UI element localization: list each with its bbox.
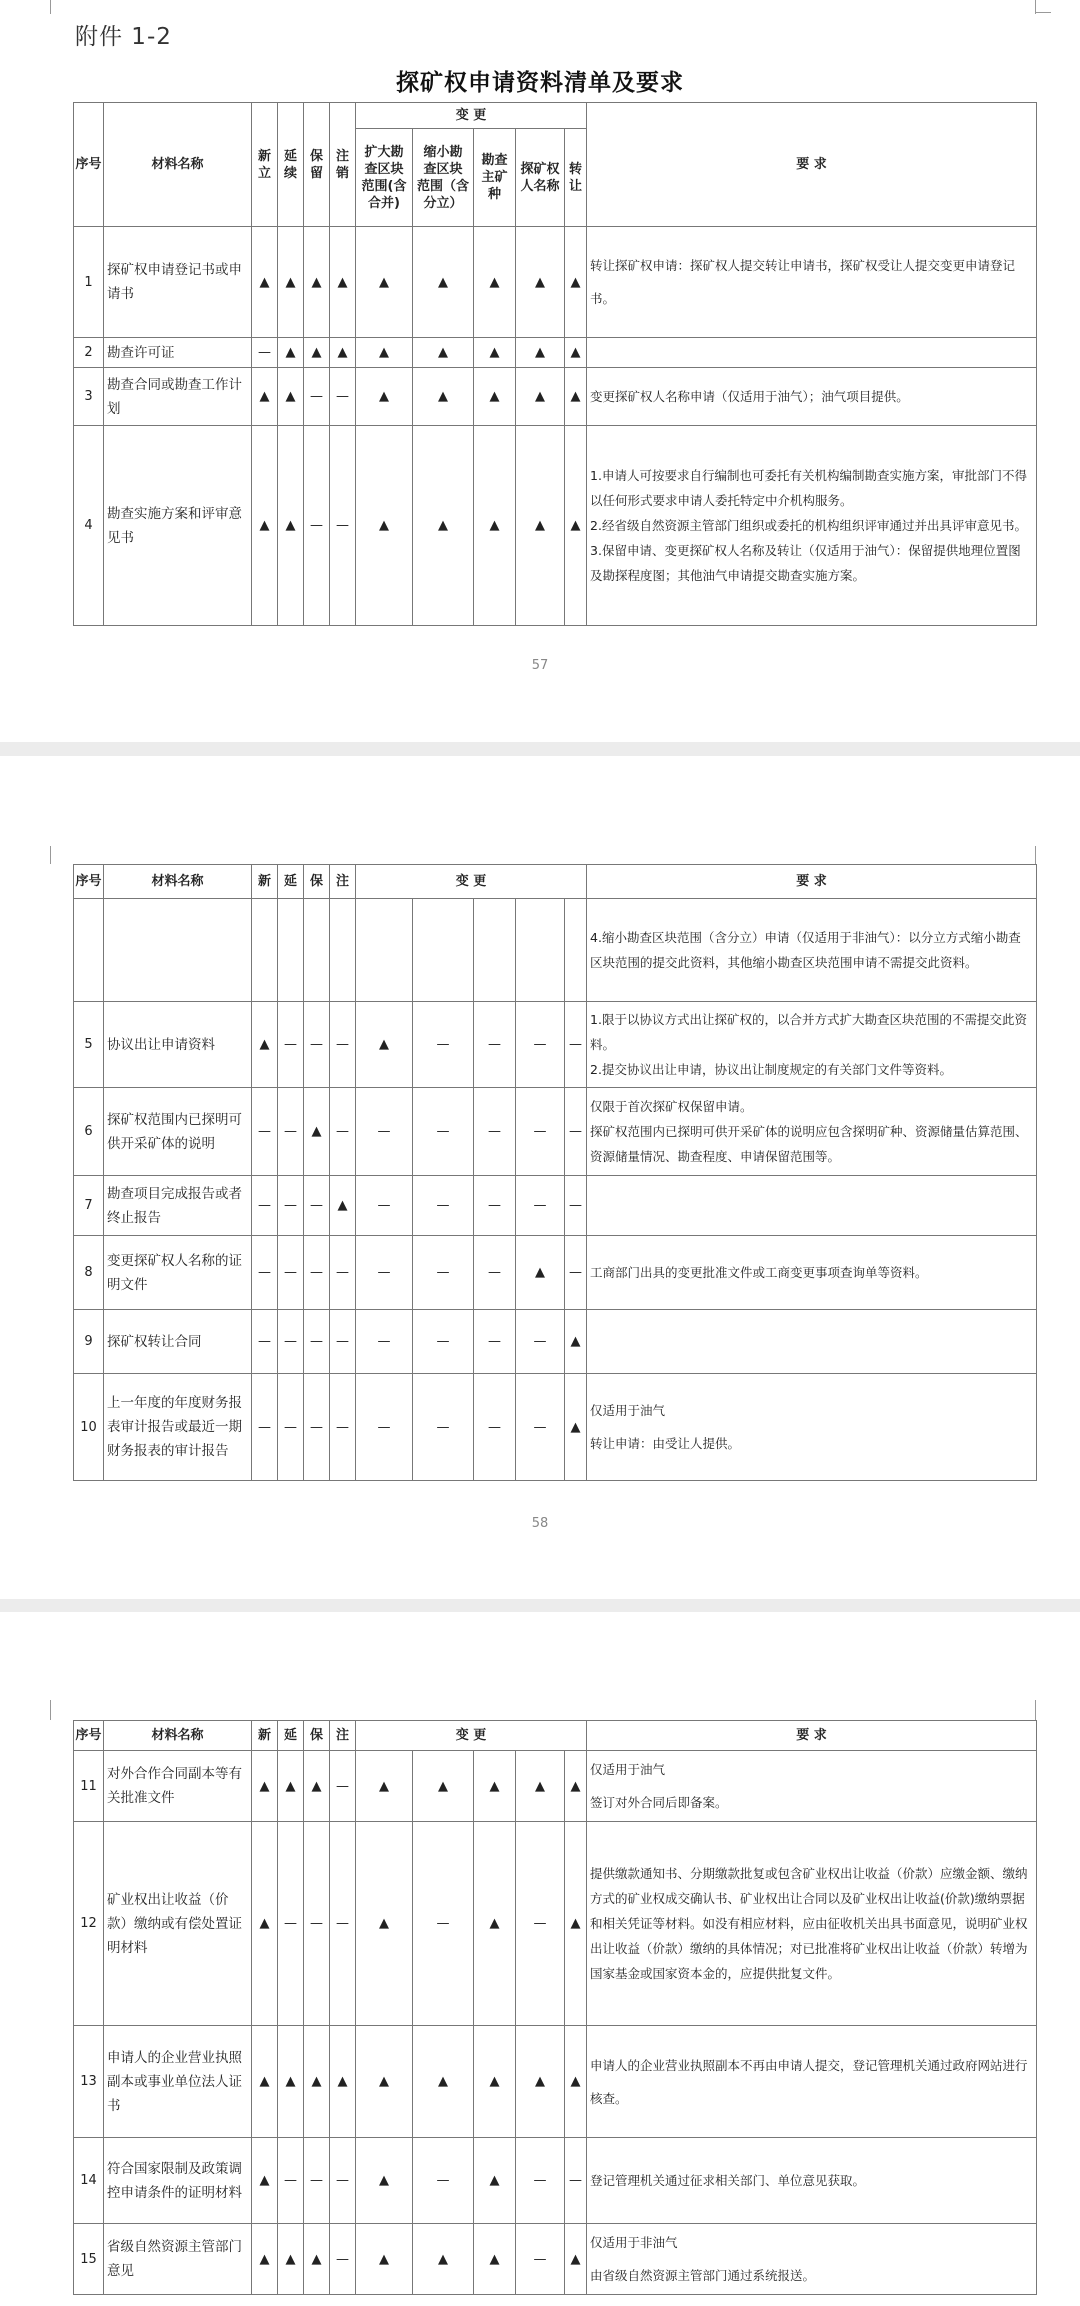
row-seq: 15 xyxy=(74,2224,104,2295)
mark-extend: — xyxy=(278,1374,304,1481)
material-name: 协议出让申请资料 xyxy=(104,1002,252,1088)
requirement-text: 仅限于首次探矿权保留申请。 探矿权范围内已探明可供开采矿体的说明应包含探明矿种、资源储量估算范围、资源储量情况、勘查程度、申请保留范围等。 xyxy=(587,1088,1037,1176)
requirement-text: 登记管理机关通过征求相关部门、单位意见获取。 xyxy=(587,2138,1037,2224)
mark-shrink: — xyxy=(413,1176,474,1236)
material-name: 对外合作合同副本等有关批准文件 xyxy=(104,1751,252,1822)
mark-shrink: ▲ xyxy=(413,2224,474,2295)
material-name: 勘查许可证 xyxy=(104,338,252,368)
mark-mineral: ▲ xyxy=(474,2138,516,2224)
mark-extend: — xyxy=(278,1088,304,1176)
table-body xyxy=(74,1751,1037,2295)
mark-retain: — xyxy=(304,426,330,626)
mark-new: ▲ xyxy=(252,2026,278,2138)
mark-shrink: — xyxy=(413,1374,474,1481)
mark-extend: ▲ xyxy=(278,1751,304,1822)
mark-mineral: ▲ xyxy=(474,368,516,426)
mark-holder: ▲ xyxy=(516,2026,565,2138)
mark-expand: ▲ xyxy=(356,227,413,338)
mark-transfer: — xyxy=(565,1176,587,1236)
mark-extend: ▲ xyxy=(278,2224,304,2295)
mark-mineral: ▲ xyxy=(474,1822,516,2026)
header-extend: 延 xyxy=(278,865,304,899)
material-name: 勘查合同或勘查工作计划 xyxy=(104,368,252,426)
mark-transfer: — xyxy=(565,1236,587,1310)
material-name: 探矿权申请登记书或申请书 xyxy=(104,227,252,338)
header-new: 新 立 xyxy=(252,103,278,227)
material-name: 符合国家限制及政策调控申请条件的证明材料 xyxy=(104,2138,252,2224)
mark-cancel: — xyxy=(330,1088,356,1176)
mark-holder: — xyxy=(516,2224,565,2295)
mark-retain xyxy=(304,899,330,1002)
mark-shrink: — xyxy=(413,1822,474,2026)
material-name: 探矿权范围内已探明可供开采矿体的说明 xyxy=(104,1088,252,1176)
header-cancel: 注 xyxy=(330,1721,356,1751)
row-seq xyxy=(74,899,104,1002)
row-seq: 9 xyxy=(74,1310,104,1374)
mark-shrink: ▲ xyxy=(413,338,474,368)
mark-new: — xyxy=(252,1310,278,1374)
mark-holder: — xyxy=(516,1822,565,2026)
mark-shrink: — xyxy=(413,1236,474,1310)
mark-new: — xyxy=(252,338,278,368)
table-row xyxy=(74,1310,1037,1374)
mark-expand: — xyxy=(356,1374,413,1481)
mark-cancel: — xyxy=(330,368,356,426)
annex-label: 附件 1-2 xyxy=(75,24,172,50)
mark-new: ▲ xyxy=(252,227,278,338)
mark-shrink: ▲ xyxy=(413,2026,474,2138)
materials-table-part-1 xyxy=(73,102,1037,626)
header-mineral: 勘查 主矿 种 xyxy=(474,129,516,227)
header-retain: 保 留 xyxy=(304,103,330,227)
mark-cancel: ▲ xyxy=(330,227,356,338)
row-seq: 7 xyxy=(74,1176,104,1236)
mark-shrink: — xyxy=(413,1088,474,1176)
table-row xyxy=(74,1176,1037,1236)
mark-holder: ▲ xyxy=(516,227,565,338)
requirement-text: 工商部门出具的变更批准文件或工商变更事项查询单等资料。 xyxy=(587,1236,1037,1310)
page-number: 58 xyxy=(531,1516,549,1531)
table-row xyxy=(74,227,1037,338)
mark-holder: — xyxy=(516,1310,565,1374)
row-seq: 1 xyxy=(74,227,104,338)
mark-expand: ▲ xyxy=(356,2138,413,2224)
mark-retain: ▲ xyxy=(304,227,330,338)
row-seq: 13 xyxy=(74,2026,104,2138)
mark-shrink: — xyxy=(413,1310,474,1374)
mark-cancel: — xyxy=(330,426,356,626)
mark-extend: ▲ xyxy=(278,368,304,426)
mark-expand xyxy=(356,899,413,1002)
document-page-2 xyxy=(0,756,1080,1599)
mark-new: ▲ xyxy=(252,368,278,426)
table-row xyxy=(74,1751,1037,1822)
mark-mineral: ▲ xyxy=(474,2224,516,2295)
requirement-text: 4.缩小勘查区块范围（含分立）申请（仅适用于非油气）：以分立方式缩小勘查区块范围的提交此资料，其他缩小勘查区块范围申请不需提交此资料。 xyxy=(587,899,1037,1002)
crop-mark xyxy=(1035,846,1036,864)
mark-new: — xyxy=(252,1374,278,1481)
mark-mineral: ▲ xyxy=(474,338,516,368)
mark-transfer: ▲ xyxy=(565,338,587,368)
header-change: 变 更 xyxy=(356,865,587,899)
mark-expand: ▲ xyxy=(356,426,413,626)
page-title: 探矿权申请资料清单及要求 xyxy=(396,70,684,96)
material-name: 省级自然资源主管部门意见 xyxy=(104,2224,252,2295)
mark-retain: ▲ xyxy=(304,1751,330,1822)
mark-transfer: — xyxy=(565,1002,587,1088)
mark-retain: — xyxy=(304,1236,330,1310)
mark-extend xyxy=(278,899,304,1002)
mark-holder: — xyxy=(516,1088,565,1176)
material-name: 申请人的企业营业执照副本或事业单位法人证书 xyxy=(104,2026,252,2138)
mark-shrink: ▲ xyxy=(413,1751,474,1822)
header-seq: 序号 xyxy=(74,865,104,899)
mark-holder: — xyxy=(516,1176,565,1236)
requirement-text: 1.限于以协议方式出让探矿权的，以合并方式扩大勘查区块范围的不需提交此资料。 2.提交协议出让申请，协议出让制度规定的有关部门文件等资料。 xyxy=(587,1002,1037,1088)
mark-holder: ▲ xyxy=(516,368,565,426)
mark-new: — xyxy=(252,1236,278,1310)
mark-extend: — xyxy=(278,1310,304,1374)
header-requirement: 要 求 xyxy=(587,1721,1037,1751)
mark-mineral: ▲ xyxy=(474,2026,516,2138)
header-change: 变 更 xyxy=(356,103,587,129)
mark-mineral: ▲ xyxy=(474,1751,516,1822)
mark-new: — xyxy=(252,1176,278,1236)
mark-shrink: ▲ xyxy=(413,227,474,338)
mark-transfer: ▲ xyxy=(565,368,587,426)
mark-cancel: ▲ xyxy=(330,1176,356,1236)
mark-cancel: — xyxy=(330,1822,356,2026)
mark-mineral: — xyxy=(474,1002,516,1088)
mark-new: ▲ xyxy=(252,1822,278,2026)
header-requirement: 要 求 xyxy=(587,865,1037,899)
row-seq: 3 xyxy=(74,368,104,426)
mark-expand: ▲ xyxy=(356,1002,413,1088)
material-name: 矿业权出让收益（价款）缴纳或有偿处置证明材料 xyxy=(104,1822,252,2026)
mark-retain: — xyxy=(304,1310,330,1374)
mark-cancel: — xyxy=(330,2138,356,2224)
mark-holder xyxy=(516,899,565,1002)
mark-retain: — xyxy=(304,1176,330,1236)
mark-cancel: — xyxy=(330,1751,356,1822)
table-row xyxy=(74,2026,1037,2138)
material-name: 勘查项目完成报告或者终止报告 xyxy=(104,1176,252,1236)
mark-cancel: — xyxy=(330,1374,356,1481)
row-seq: 2 xyxy=(74,338,104,368)
mark-retain: ▲ xyxy=(304,2224,330,2295)
header-transfer: 转 让 xyxy=(565,129,587,227)
mark-cancel: — xyxy=(330,1310,356,1374)
mark-cancel: ▲ xyxy=(330,338,356,368)
mark-extend: ▲ xyxy=(278,426,304,626)
mark-new: — xyxy=(252,1088,278,1176)
mark-expand: — xyxy=(356,1176,413,1236)
header-shrink: 缩小勘 查区块 范围（含 分立） xyxy=(413,129,474,227)
table-row xyxy=(74,1822,1037,2026)
header-requirement: 要 求 xyxy=(587,103,1037,227)
mark-mineral xyxy=(474,899,516,1002)
mark-holder: — xyxy=(516,1002,565,1088)
mark-extend: ▲ xyxy=(278,227,304,338)
mark-transfer: ▲ xyxy=(565,2026,587,2138)
mark-expand: ▲ xyxy=(356,2224,413,2295)
document-page-3 xyxy=(0,1612,1080,2306)
requirement-text: 仅适用于非油气 由省级自然资源主管部门通过系统报送。 xyxy=(587,2224,1037,2295)
crop-mark xyxy=(50,0,51,14)
table-row xyxy=(74,338,1037,368)
mark-mineral: — xyxy=(474,1176,516,1236)
mark-mineral: — xyxy=(474,1236,516,1310)
mark-retain: ▲ xyxy=(304,338,330,368)
row-seq: 5 xyxy=(74,1002,104,1088)
table-row xyxy=(74,1088,1037,1176)
table-body xyxy=(74,227,1037,626)
requirement-text: 变更探矿权人名称申请（仅适用于油气）；油气项目提供。 xyxy=(587,368,1037,426)
mark-retain: — xyxy=(304,2138,330,2224)
requirement-text: 申请人的企业营业执照副本不再由申请人提交，登记管理机关通过政府网站进行核查。 xyxy=(587,2026,1037,2138)
mark-cancel: — xyxy=(330,2224,356,2295)
header-name: 材料名称 xyxy=(104,103,252,227)
mark-shrink: ▲ xyxy=(413,426,474,626)
mark-mineral: — xyxy=(474,1088,516,1176)
mark-retain: ▲ xyxy=(304,1088,330,1176)
mark-holder: ▲ xyxy=(516,1751,565,1822)
mark-expand: ▲ xyxy=(356,1751,413,1822)
table-row xyxy=(74,2138,1037,2224)
mark-retain: — xyxy=(304,368,330,426)
table-row xyxy=(74,426,1037,626)
mark-transfer: ▲ xyxy=(565,2224,587,2295)
mark-shrink: ▲ xyxy=(413,368,474,426)
mark-holder: ▲ xyxy=(516,1236,565,1310)
mark-retain: — xyxy=(304,1002,330,1088)
table-row xyxy=(74,899,1037,1002)
row-seq: 4 xyxy=(74,426,104,626)
mark-extend: — xyxy=(278,1176,304,1236)
document-page-1 xyxy=(0,0,1080,742)
mark-new: ▲ xyxy=(252,1002,278,1088)
crop-mark xyxy=(1035,12,1051,13)
row-seq: 10 xyxy=(74,1374,104,1481)
mark-shrink: — xyxy=(413,2138,474,2224)
crop-mark xyxy=(50,1700,51,1720)
header-new: 新 xyxy=(252,865,278,899)
requirement-text: 仅适用于油气 签订对外合同后即备案。 xyxy=(587,1751,1037,1822)
mark-transfer: ▲ xyxy=(565,1751,587,1822)
mark-extend: — xyxy=(278,1236,304,1310)
header-cancel: 注 销 xyxy=(330,103,356,227)
mark-transfer: ▲ xyxy=(565,1310,587,1374)
mark-expand: ▲ xyxy=(356,338,413,368)
header-retain: 保 xyxy=(304,865,330,899)
header-extend: 延 xyxy=(278,1721,304,1751)
mark-extend: — xyxy=(278,2138,304,2224)
page-number: 57 xyxy=(531,658,549,673)
mark-mineral: — xyxy=(474,1374,516,1481)
crop-mark xyxy=(50,846,51,864)
mark-transfer: — xyxy=(565,2138,587,2224)
header-name: 材料名称 xyxy=(104,865,252,899)
mark-transfer xyxy=(565,899,587,1002)
header-expand: 扩大勘 查区块 范围(含 合并) xyxy=(356,129,413,227)
mark-holder: — xyxy=(516,2138,565,2224)
header-change: 变 更 xyxy=(356,1721,587,1751)
header-extend: 延 续 xyxy=(278,103,304,227)
mark-shrink: — xyxy=(413,1002,474,1088)
mark-transfer: — xyxy=(565,1088,587,1176)
mark-holder: ▲ xyxy=(516,338,565,368)
header-holder: 探矿权 人名称 xyxy=(516,129,565,227)
header-seq: 序号 xyxy=(74,103,104,227)
crop-mark xyxy=(1035,1700,1036,1720)
mark-expand: ▲ xyxy=(356,2026,413,2138)
mark-mineral: ▲ xyxy=(474,426,516,626)
mark-extend: ▲ xyxy=(278,338,304,368)
mark-cancel xyxy=(330,899,356,1002)
mark-cancel: — xyxy=(330,1236,356,1310)
mark-expand: ▲ xyxy=(356,1822,413,2026)
mark-retain: — xyxy=(304,1374,330,1481)
mark-transfer: ▲ xyxy=(565,1822,587,2026)
row-seq: 6 xyxy=(74,1088,104,1176)
mark-expand: ▲ xyxy=(356,368,413,426)
mark-extend: — xyxy=(278,1822,304,2026)
material-name: 勘查实施方案和评审意见书 xyxy=(104,426,252,626)
requirement-text: 仅适用于油气 转让申请：由受让人提供。 xyxy=(587,1374,1037,1481)
mark-holder: ▲ xyxy=(516,426,565,626)
requirement-text xyxy=(587,1310,1037,1374)
mark-cancel: — xyxy=(330,1002,356,1088)
requirement-text: 提供缴款通知书、分期缴款批复或包含矿业权出让收益（价款）应缴金额、缴纳方式的矿业权成交确认书、矿业权出让合同以及矿业权出让收益(价款)缴纳票据和相关凭证等材料。如没有相应材料，应由征收机关出具书面意见，说明矿业权出让收益（价款）缴纳的具体情况；对已批准将矿业权出让收益（价款）转增为国家基金或国家资本金的，应提供批复文件。 xyxy=(587,1822,1037,2026)
mark-mineral: ▲ xyxy=(474,227,516,338)
mark-new: ▲ xyxy=(252,2224,278,2295)
table-row xyxy=(74,368,1037,426)
row-seq: 11 xyxy=(74,1751,104,1822)
mark-extend: — xyxy=(278,1002,304,1088)
requirement-text xyxy=(587,338,1037,368)
table-row xyxy=(74,2224,1037,2295)
material-name: 探矿权转让合同 xyxy=(104,1310,252,1374)
materials-table-part-3 xyxy=(73,1720,1037,2295)
mark-retain: — xyxy=(304,1822,330,2026)
table-body xyxy=(74,899,1037,1481)
header-cancel: 注 xyxy=(330,865,356,899)
mark-transfer: ▲ xyxy=(565,426,587,626)
mark-holder: — xyxy=(516,1374,565,1481)
mark-new: ▲ xyxy=(252,1751,278,1822)
table-row xyxy=(74,1374,1037,1481)
mark-extend: ▲ xyxy=(278,2026,304,2138)
mark-new: ▲ xyxy=(252,2138,278,2224)
table-row xyxy=(74,1002,1037,1088)
header-name: 材料名称 xyxy=(104,1721,252,1751)
mark-retain: ▲ xyxy=(304,2026,330,2138)
header-seq: 序号 xyxy=(74,1721,104,1751)
header-retain: 保 xyxy=(304,1721,330,1751)
mark-transfer: ▲ xyxy=(565,1374,587,1481)
row-seq: 12 xyxy=(74,1822,104,2026)
material-name: 上一年度的年度财务报表审计报告或最近一期财务报表的审计报告 xyxy=(104,1374,252,1481)
mark-expand: — xyxy=(356,1310,413,1374)
mark-expand: — xyxy=(356,1236,413,1310)
mark-shrink xyxy=(413,899,474,1002)
table-row xyxy=(74,1236,1037,1310)
mark-transfer: ▲ xyxy=(565,227,587,338)
row-seq: 8 xyxy=(74,1236,104,1310)
row-seq: 14 xyxy=(74,2138,104,2224)
mark-new: ▲ xyxy=(252,426,278,626)
requirement-text xyxy=(587,1176,1037,1236)
requirement-text: 转让探矿权申请：探矿权人提交转让申请书，探矿权受让人提交变更申请登记书。 xyxy=(587,227,1037,338)
mark-expand: — xyxy=(356,1088,413,1176)
header-new: 新 xyxy=(252,1721,278,1751)
mark-cancel: ▲ xyxy=(330,2026,356,2138)
material-name: 变更探矿权人名称的证明文件 xyxy=(104,1236,252,1310)
material-name xyxy=(104,899,252,1002)
materials-table-part-2 xyxy=(73,864,1037,1481)
mark-mineral: — xyxy=(474,1310,516,1374)
requirement-text: 1.申请人可按要求自行编制也可委托有关机构编制勘查实施方案，审批部门不得以任何形式要求申请人委托特定中介机构服务。 2.经省级自然资源主管部门组织或委托的机构组织评审通过并出具评审意见书。 3.保留申请、变更探矿权人名称及转让（仅适用于油气）：保留提供地理位置图及勘探程度图；其他油气申请提交勘查实施方案。 xyxy=(587,426,1037,626)
mark-new xyxy=(252,899,278,1002)
